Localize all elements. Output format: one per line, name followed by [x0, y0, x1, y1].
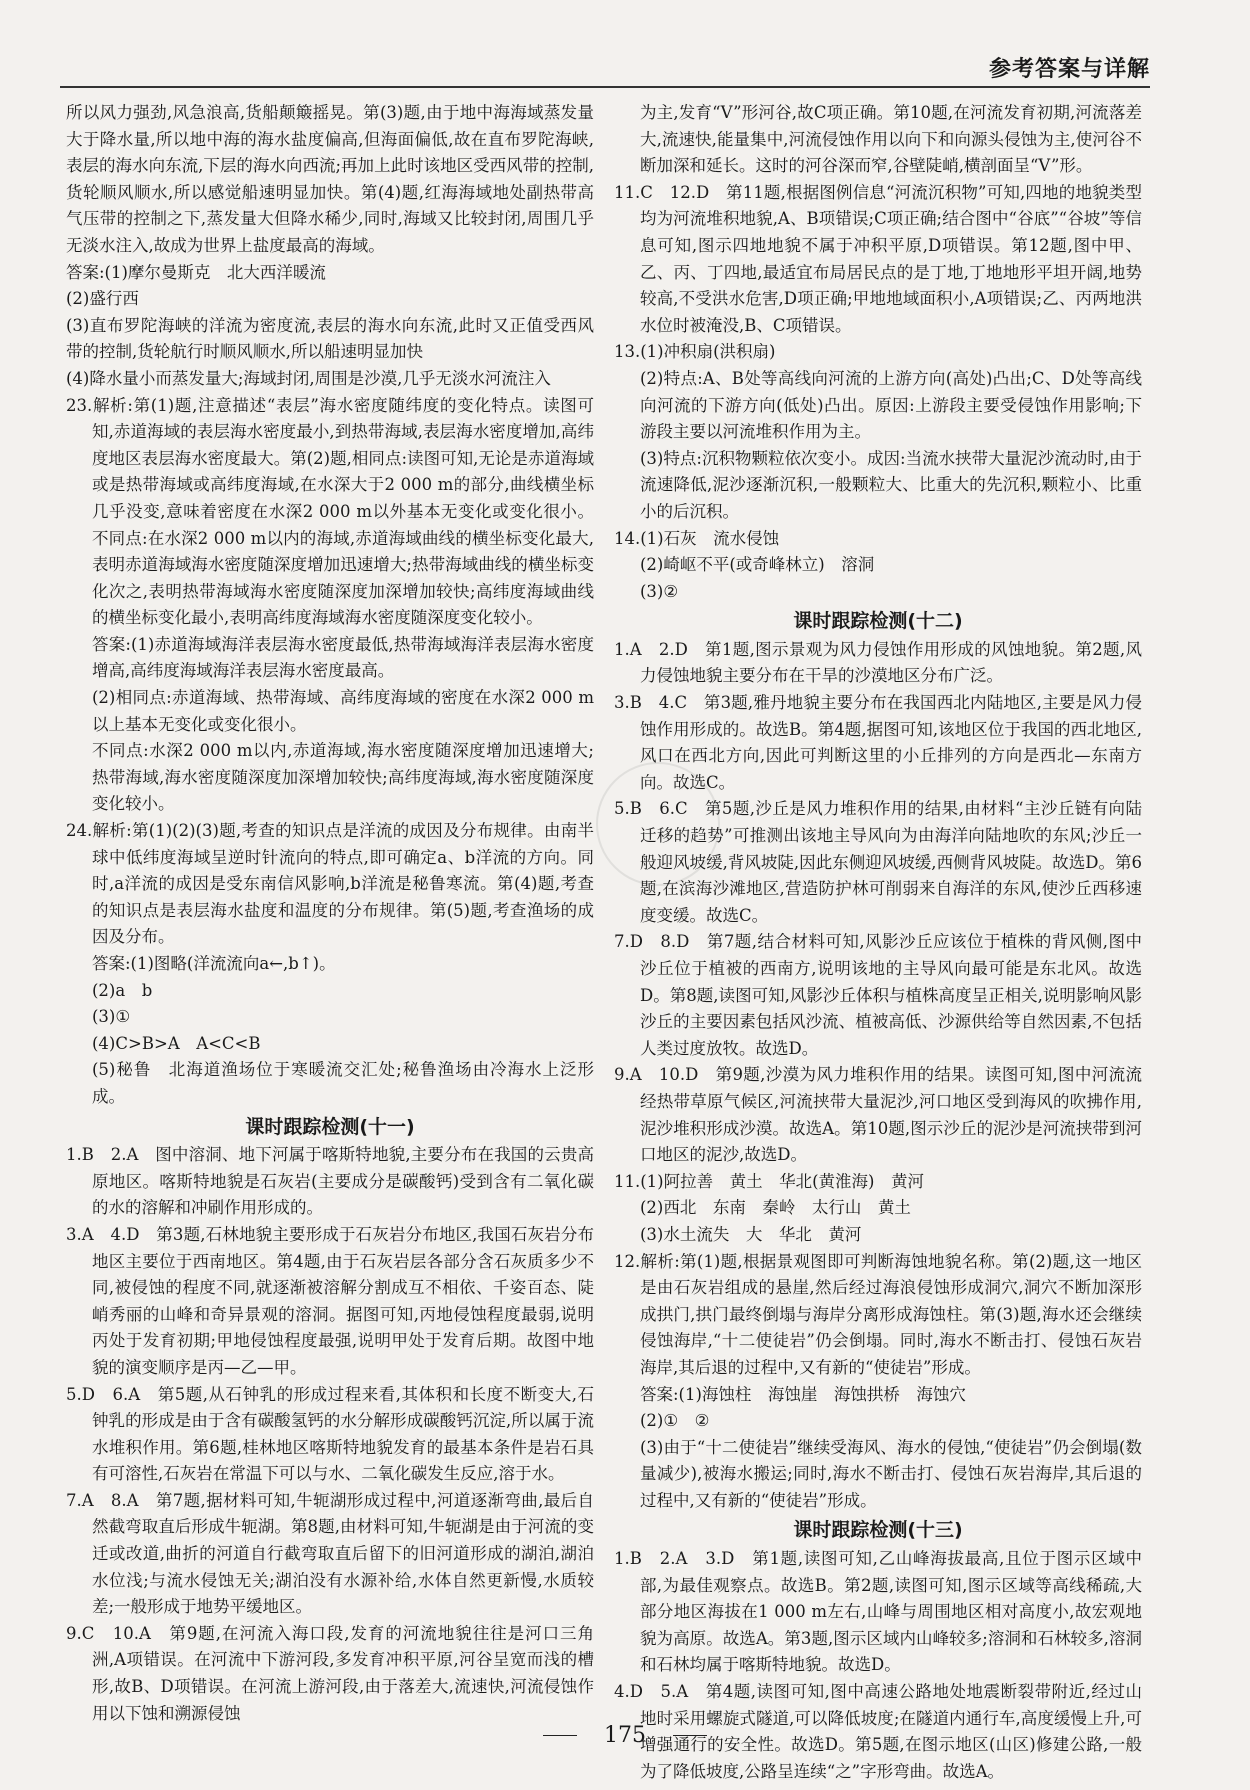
text-paragraph: 5.B 6.C 第5题,沙丘是风力堆积作用的结果,由材料“主沙丘链有向陆迁移的趋势”可推测出该地主导风向为由海洋向陆地吹的东风;沙丘一般迎风坡缓,背风坡陡,因此东侧迎风坡缓,西侧背风坡陡。故选D。第6题,在滨海沙滩地区,营造防护林可削弱来自海洋的东风,使沙丘西移速度变缓。故选C。: [614, 799, 1142, 925]
text-paragraph: (3)特点:沉积物颗粒依次变小。成因:当流水挟带大量泥沙流动时,由于流速降低,泥沙逐渐沉积,一般颗粒大、比重大的先沉积,颗粒小、比重小的后沉积。: [640, 448, 1142, 521]
text-paragraph: 1.B 2.A 3.D 第1题,读图可知,乙山峰海拔最高,且位于图示区域中部,为最佳观察点。故选B。第2题,读图可知,图示区域等高线稀疏,大部分地区海拔在1 000 m左右,山峰与周围地区相对高度小,故宏观地貌为高原。故选A。第3题,图示区域内山峰较多;溶洞和石林较多,溶洞和石林均属于喀斯特地貌。故选D。: [614, 1549, 1142, 1675]
text-paragraph: (3)由于“十二使徒岩”继续受海风、海水的侵蚀,“使徒岩”仍会倒塌(数量减少),被海水搬运;同时,海水不断击打、侵蚀石灰岩海岸,其后退的过程中,又有新的“使徒岩”形成。: [640, 1437, 1142, 1510]
text-paragraph: (2)① ②: [640, 1411, 710, 1431]
text-paragraph: (3)水土流失 大 华北 黄河: [640, 1224, 862, 1244]
section-heading: 课时跟踪检测(十一): [245, 1115, 415, 1138]
text-paragraph: 答案:(1)赤道海域海洋表层海水密度最低,热带海域海洋表层海水密度增高,高纬度海域海洋表层海水密度最高。: [92, 634, 594, 681]
footer-dash-left: [543, 1735, 577, 1736]
header-title: 参考答案与详解: [988, 57, 1150, 82]
text-paragraph: 5.D 6.A 第5题,从石钟乳的形成过程来看,其体积和长度不断变大,石钟乳的形成是由于含有碳酸氢钙的水分解形成碳酸钙沉淀,所以属于流水堆积作用。第6题,桂林地区喀斯特地貌发育的最基本条件是岩石具有可溶性,石灰岩在常温下可以与水、二氧化碳发生反应,溶于水。: [66, 1384, 594, 1484]
text-paragraph: (2)盛行西: [66, 289, 139, 309]
text-paragraph: 1.A 2.D 第1题,图示景观为风力侵蚀作用形成的风蚀地貌。第2题,风力侵蚀地貌主要分布在干旱的沙漠地区分布广泛。: [614, 639, 1142, 686]
text-paragraph: 不同点:水深2 000 m以内,赤道海域,海水密度随深度增加迅速增大;热带海域,海水密度随深度加深增加较快;高纬度海域,海水密度随深度变化较小。: [92, 741, 594, 814]
text-paragraph: (2)a b: [92, 980, 153, 1000]
text-paragraph: 13.(1)冲积扇(洪积扇): [614, 342, 776, 362]
text-paragraph: 23.解析:第(1)题,注意描述“表层”海水密度随纬度的变化特点。读图可知,赤道海域的表层海水密度最小,到热带海域,表层海水密度增加,高纬度地区表层海水密度最大。第(2)题,相同点:读图可知,无论是赤道海域或是热带海域或高纬度海域,在水深大于2 000 m的部分,曲线横坐标几乎没变,意味着密度在水深2 000 m以外基本无变化或变化很小。不同点:在水深2 000 m以内的海域,赤道海域曲线的横坐标变化最大,表明赤道海域海水密度随深度增加迅速增大;热带海域曲线的横坐标变化次之,表明热带海域海水密度随深度加深增加较快;高纬度海域曲线的横坐标变化最小,表明高纬度海域海水密度随深度变化较小。: [66, 395, 594, 628]
text-paragraph: (4)C>B>A A<C<B: [92, 1033, 261, 1053]
text-paragraph: 24.解析:第(1)(2)(3)题,考查的知识点是洋流的成因及分布规律。由南半球中低纬度海域呈逆时针流向的特点,即可确定a、b洋流的方向。同时,a洋流的成因是受东南信风影响,b洋流是秘鲁寒流。第(4)题,考查的知识点是表层海水盐度和温度的分布规律。第(5)题,考查渔场的成因及分布。: [66, 821, 594, 947]
text-paragraph: 11.(1)阿拉善 黄土 华北(黄淮海) 黄河: [614, 1171, 924, 1191]
text-paragraph: 所以风力强劲,风急浪高,货船颠簸摇晃。第(3)题,由于地中海海域蒸发量大于降水量,所以地中海的海水盐度偏高,但海面偏低,故在直布罗陀海峡,表层的海水向东流,下层的海水向西流;再加上此时该地区受西风带的控制,货轮顺风顺水,所以感觉船速明显加快。第(4)题,红海海域地处副热带高气压带的控制之下,蒸发量大但降水稀少,同时,海域又比较封闭,周围几乎无淡水注入,故成为世界上盐度最高的海域。: [66, 103, 594, 255]
text-paragraph: 3.B 4.C 第3题,雅丹地貌主要分布在我国西北内陆地区,主要是风力侵蚀作用形成的。故选B。第4题,据图可知,该地区位于我国的西北地区,风口在西北方向,因此可判断这里的小丘排列的方向是西北—东南方向。故选C。: [614, 693, 1142, 792]
text-paragraph: 3.A 4.D 第3题,石林地貌主要形成于石灰岩分布地区,我国石灰岩分布地区主要位于西南地区。第4题,由于石灰岩层各部分含石灰质多少不同,被侵蚀的程度不同,就逐渐被溶解分割成互不相依、千姿百态、陡峭秀丽的山峰和奇异景观的溶洞。据图可知,丙地侵蚀程度最弱,说明丙处于发育初期;甲地侵蚀程度最强,说明甲处于发育后期。故图中地貌的演变顺序是丙—乙—甲。: [66, 1224, 594, 1377]
text-paragraph: 答案:(1)摩尔曼斯克 北大西洋暖流: [66, 262, 326, 282]
text-paragraph: (2)西北 东南 秦岭 太行山 黄土: [640, 1198, 911, 1218]
page-number: 175: [604, 1722, 646, 1748]
text-paragraph: 为主,发育“V”形河谷,故C项正确。第10题,在河流发育初期,河流落差大,流速快,能量集中,河流侵蚀作用以向下和向源头侵蚀为主,使河谷不断加深和延长。这时的河谷深而窄,谷壁陡峭,横剖面呈“V”形。: [640, 103, 1142, 176]
text-paragraph: (3)②: [640, 581, 679, 601]
page-footer: [0, 1722, 1250, 1748]
text-paragraph: 7.A 8.A 第7题,据材料可知,牛轭湖形成过程中,河道逐渐弯曲,最后自然截弯取直后形成牛轭湖。第8题,由材料可知,牛轭湖是由于河流的变迁或改道,曲折的河道自行截弯取直后留下的旧河道形成的湖泊,湖泊水位浅;与流水侵蚀无关;湖泊没有水源补给,水体自然更新慢,水质较差;一般形成于地势平缓地区。: [66, 1490, 594, 1617]
text-paragraph: 1.B 2.A 图中溶洞、地下河属于喀斯特地貌,主要分布在我国的云贵高原地区。喀斯特地貌是石灰岩(主要成分是碳酸钙)受到含有二氧化碳的水的溶解和冲刷作用形成的。: [66, 1145, 594, 1218]
text-paragraph: (5)秘鲁 北海道渔场位于寒暖流交汇处;秘鲁渔场由冷海水上泛形成。: [92, 1060, 594, 1106]
text-paragraph: 11.C 12.D 第11题,根据图例信息“河流沉积物”可知,四地的地貌类型均为河流堆积地貌,A、B项错误;C项正确;结合图中“谷底”“谷坡”等信息可知,图示四地地貌不属于冲积平原,D项错误。第12题,图中甲、乙、丙、丁四地,最适宜布局居民点的是丁地,丁地地形平坦开阔,地势较高,不受洪水危害,D项正确;甲地地域面积小,A项错误;乙、丙两地洪水位时被淹没,B、C项错误。: [614, 182, 1142, 335]
section-heading: 课时跟踪检测(十三): [793, 1519, 963, 1542]
text-paragraph: (4)降水量小而蒸发量大;海域封闭,周围是沙漠,几乎无淡水河流注入: [66, 368, 551, 388]
text-paragraph: 7.D 8.D 第7题,结合材料可知,风影沙丘应该位于植株的背风侧,图中沙丘位于植被的西南方,说明该地的主导风向最可能是东北风。故选D。第8题,读图可知,风影沙丘体积与植株高度呈正相关,说明影响风影沙丘的主要因素包括风沙流、植被高低、沙源供给等自然因素,不包括人类过度放牧。故选D。: [614, 932, 1142, 1058]
section-heading: 课时跟踪检测(十二): [793, 610, 963, 633]
text-paragraph: (2)崎岖不平(或奇峰林立) 溶洞: [640, 555, 875, 575]
text-paragraph: (3)①: [92, 1007, 131, 1027]
left-column: [66, 100, 594, 1727]
text-paragraph: 4.D 5.A 第4题,读图可知,图中高速公路地处地震断裂带附近,经过山地时采用螺旋式隧道,可以降低坡度;在隧道内通行车,高度缓慢上升,可增强通行的安全性。故选D。第5题,在图示地区(山区)修建公路,一般为了降低坡度,公路呈连续“之”字形弯曲。故选A。: [614, 1682, 1142, 1781]
text-paragraph: 9.C 10.A 第9题,在河流入海口段,发育的河流地貌往往是河口三角洲,A项错误。在河流中下游河段,多发育冲积平原,河谷呈宽而浅的槽形,故B、D项错误。在河流上游河段,由于落差大,流速快,河流侵蚀作用以下蚀和溯源侵蚀: [66, 1623, 594, 1723]
text-paragraph: 答案:(1)海蚀柱 海蚀崖 海蚀拱桥 海蚀穴: [640, 1384, 966, 1404]
text-paragraph: (2)特点:A、B处等高线向河流的上游方向(高处)凸出;C、D处等高线向河流的下游方向(低处)凸出。原因:上游段主要受侵蚀作用影响;下游段主要以河流堆积作用为主。: [640, 368, 1142, 442]
text-paragraph: 答案:(1)图略(洋流流向a←,b↑)。: [92, 954, 336, 973]
text-paragraph: (3)直布罗陀海峡的洋流为密度流,表层的海水向东流,此时又正值受西风带的控制,货轮航行时顺风顺水,所以船速明显加快: [66, 315, 594, 362]
page-header: [60, 46, 1150, 88]
right-column: [614, 100, 1142, 1785]
footer-dash-right: [673, 1735, 707, 1736]
text-paragraph: (2)相同点:赤道海域、热带海域、高纬度海域的密度在水深2 000 m以上基本无变化或变化很小。: [92, 688, 594, 734]
text-paragraph: 9.A 10.D 第9题,沙漠为风力堆积作用的结果。读图可知,图中河流流经热带草原气候区,河流挟带大量泥沙,河口地区受到海风的吹拂作用,泥沙堆积形成沙漠。故选A。第10题,图示沙丘的泥沙是河流挟带到河口地区的泥沙,故选D。: [614, 1065, 1142, 1165]
text-paragraph: 12.解析:第(1)题,根据景观图即可判断海蚀地貌名称。第(2)题,这一地区是由石灰岩组成的悬崖,然后经过海浪侵蚀形成洞穴,洞穴不断加深形成拱门,拱门最终倒塌与海岸分离形成海蚀柱。第(3)题,海水还会继续侵蚀海岸,“十二使徒岩”仍会倒塌。同时,海水不断击打、侵蚀石灰岩海岸,其后退的过程中,又有新的“使徒岩”形成。: [614, 1251, 1142, 1377]
text-paragraph: 14.(1)石灰 流水侵蚀: [614, 528, 780, 548]
